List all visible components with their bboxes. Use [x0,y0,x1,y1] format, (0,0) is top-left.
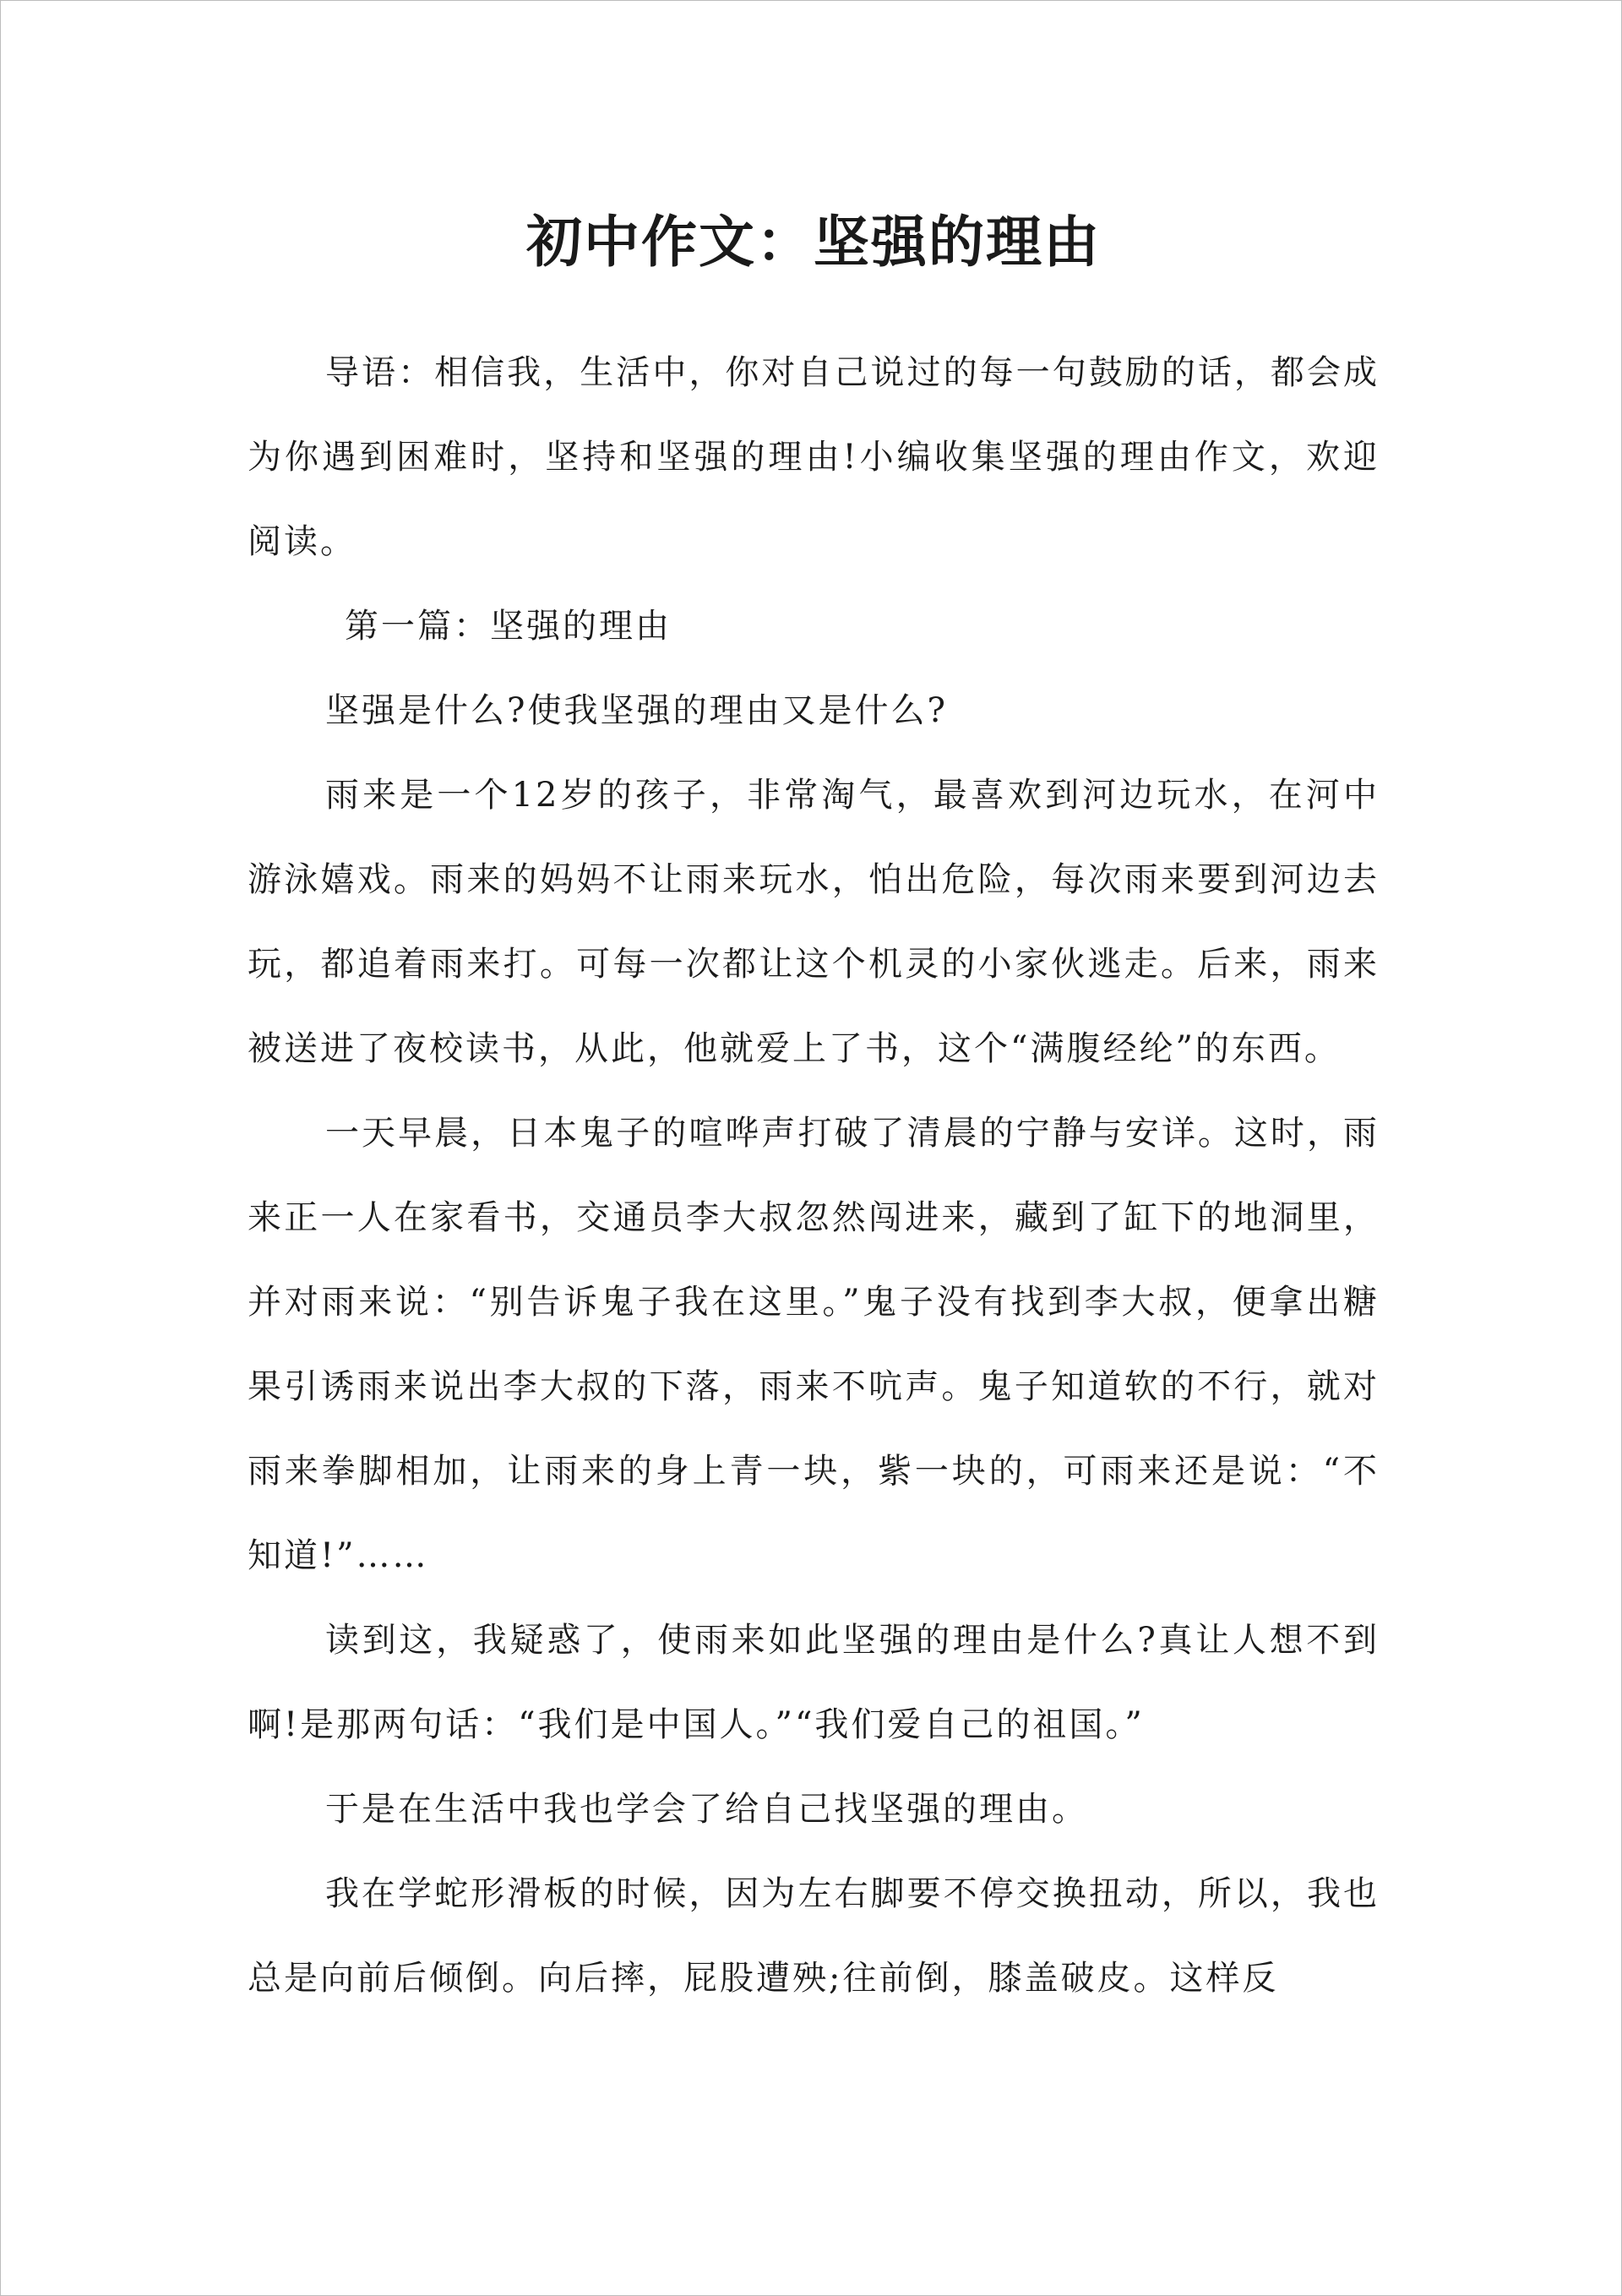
chapter-heading: 第一篇：坚强的理由 [345,607,672,646]
body-paragraph: 于是在生活中我也学会了给自己找坚强的理由。 [325,1790,1088,1829]
document-title: 初中作文：坚强的理由 [526,209,1101,275]
body-paragraph: 坚强是什么?使我坚强的理由又是什么? [325,691,948,730]
intro-paragraph: 导语：相信我，生活中，你对自己说过的每一句鼓励的话，都会成为你遇到困难时，坚持和坚强的理由!小编收集坚强的理由作文，欢迎阅读。 [248,353,1380,561]
body-paragraph: 读到这，我疑惑了，使雨来如此坚强的理由是什么?真让人想不到啊!是那两句话：“我们是中国人。”“我们爱自己的祖国。” [248,1621,1380,1744]
body-paragraph: 雨来是一个12岁的孩子，非常淘气，最喜欢到河边玩水，在河中游泳嬉戏。雨来的妈妈不让雨来玩水，怕出危险，每次雨来要到河边去玩，都追着雨来打。可每一次都让这个机灵的小家伙逃走。后来，雨来被送进了夜校读书，从此，他就爱上了书，这个“满腹经纶”的东西。 [248,776,1380,1068]
body-paragraph: 我在学蛇形滑板的时候，因为左右脚要不停交换扭动，所以，我也总是向前后倾倒。向后摔，屁股遭殃;往前倒，膝盖破皮。这样反 [248,1874,1380,1998]
document-body [248,330,1380,2021]
body-paragraph: 一天早晨，日本鬼子的喧哗声打破了清晨的宁静与安详。这时，雨来正一人在家看书，交通员李大叔忽然闯进来，藏到了缸下的地洞里，并对雨来说：“别告诉鬼子我在这里。”鬼子没有找到李大叔，便拿出糖果引诱雨来说出李大叔的下落，雨来不吭声。鬼子知道软的不行，就对雨来拳脚相加，让雨来的身上青一块，紫一块的，可雨来还是说：“不知道!”…… [248,1114,1380,1575]
